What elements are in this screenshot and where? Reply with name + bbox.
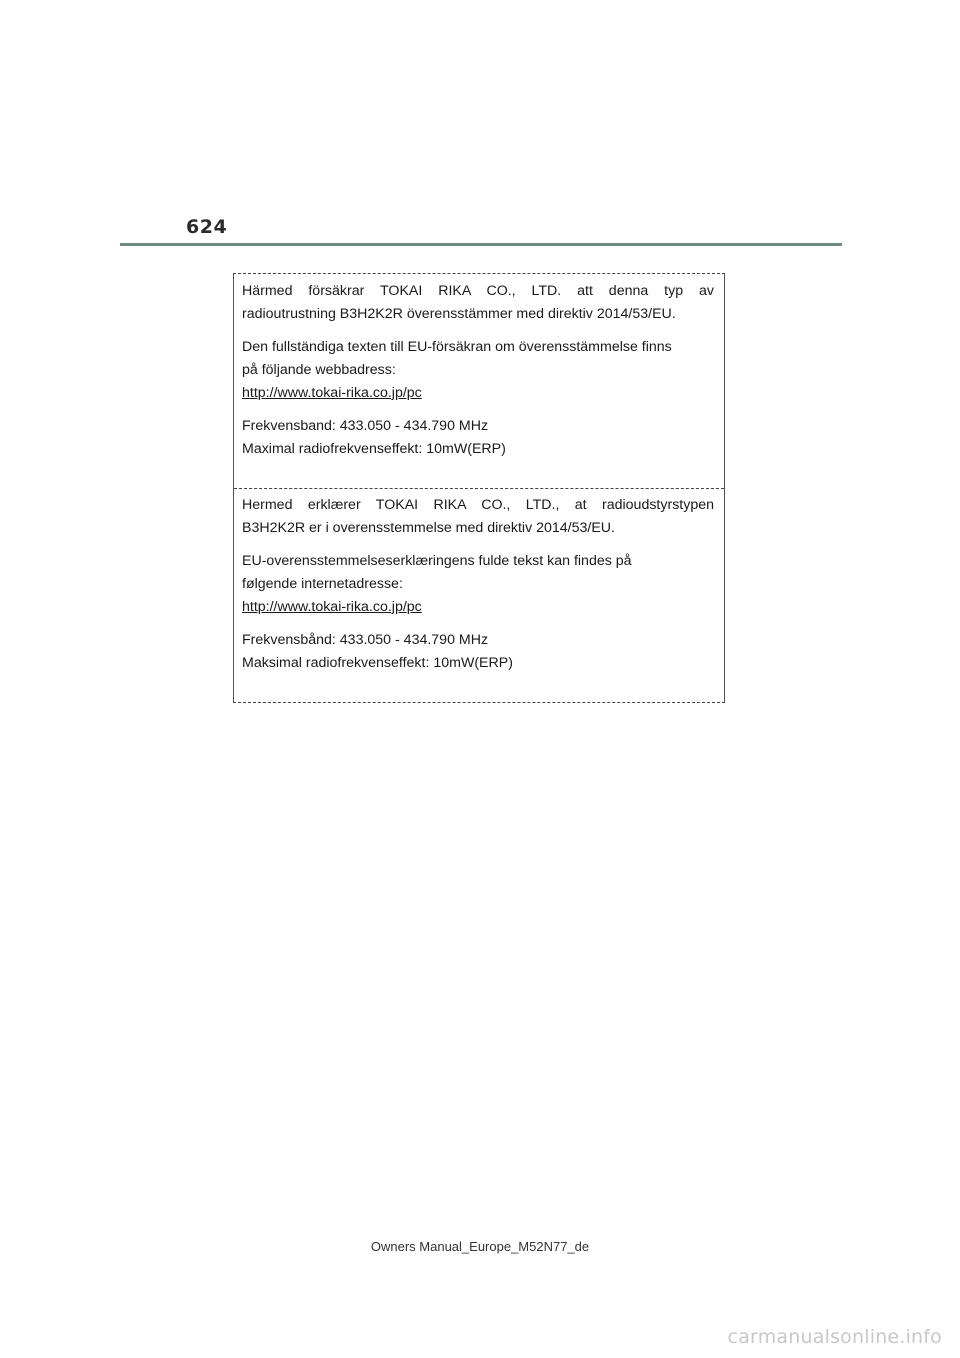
swedish-declaration-paragraph (242, 280, 714, 326)
swedish-specs-paragraph (242, 415, 714, 461)
danish-fulltext-line-2: følgende internetadresse: (242, 576, 403, 592)
swedish-frequency: Frekvensband: 433.050 - 434.790 MHz (242, 418, 489, 434)
swedish-declaration-line-2: radioutrustning B3H2K2R överensstämmer med direktiv 2014/53/EU. (242, 306, 676, 322)
swedish-power: Maximal radiofrekvenseffekt: 10mW(ERP) (242, 441, 506, 457)
swedish-fulltext-line-2: på följande webbadress: (242, 362, 396, 378)
swedish-declaration (242, 280, 714, 461)
swedish-declaration-line-1: Härmed försäkrar TOKAI RIKA CO., LTD. att denna typ av (242, 283, 714, 299)
header-rule (120, 243, 842, 246)
declaration-box (233, 273, 725, 703)
swedish-fulltext-paragraph (242, 336, 714, 405)
danish-frequency: Frekvensbånd: 433.050 - 434.790 MHz (242, 632, 489, 648)
danish-fulltext-line-1: EU-overensstemmelseserklæringens fulde tekst kan findes på (242, 553, 632, 569)
site-watermark: carmanualsonline.info (727, 1326, 942, 1348)
danish-declaration (242, 494, 714, 675)
danish-power: Maksimal radiofrekvenseffekt: 10mW(ERP) (242, 655, 513, 671)
danish-declaration-line-1: Hermed erklærer TOKAI RIKA CO., LTD., at radioudstyrstypen (242, 497, 714, 513)
danish-declaration-paragraph (242, 494, 714, 540)
swedish-url-link[interactable]: http://www.tokai-rika.co.jp/pc (242, 385, 422, 401)
page-number: 624 (186, 216, 228, 238)
section-divider (234, 488, 724, 489)
danish-fulltext-paragraph (242, 550, 714, 619)
danish-specs-paragraph (242, 629, 714, 675)
page-footer: Owners Manual_Europe_M52N77_de (370, 1239, 590, 1254)
danish-declaration-line-2: B3H2K2R er i overensstemmelse med direktiv 2014/53/EU. (242, 520, 615, 536)
swedish-fulltext-line-1: Den fullständiga texten till EU-försäkran om överensstämmelse finns (242, 339, 672, 355)
danish-url-link[interactable]: http://www.tokai-rika.co.jp/pc (242, 599, 422, 615)
